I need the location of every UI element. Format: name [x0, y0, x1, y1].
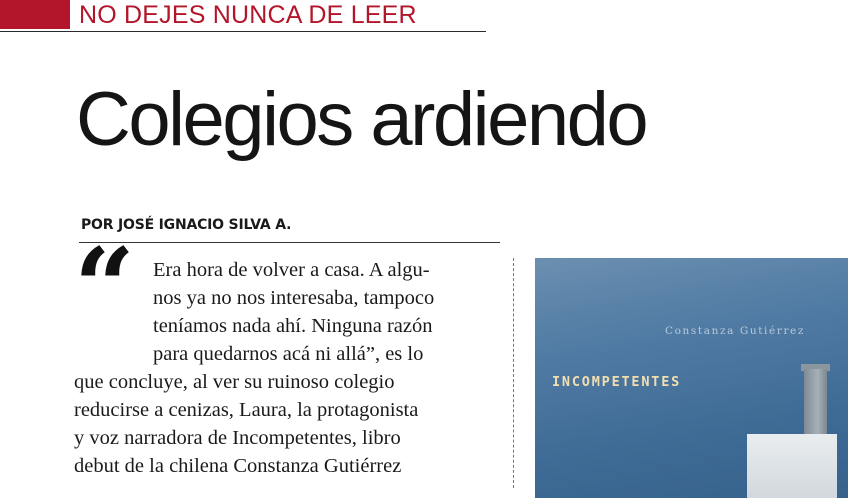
article-headline: Colegios ardiendo: [76, 77, 647, 162]
section-color-block: [0, 0, 70, 29]
body-line: reducirse a cenizas, Laura, la protagonista: [74, 399, 419, 421]
article-byline: POR JOSÉ IGNACIO SILVA A.: [81, 217, 292, 233]
body-line: para quedarnos acá ni allá”, es lo: [153, 343, 424, 365]
section-label: NO DEJES NUNCA DE LEER: [79, 1, 417, 29]
body-line: teníamos nada ahí. Ninguna razón: [153, 315, 433, 337]
body-line: nos ya no nos interesaba, tampoco: [153, 287, 435, 309]
column-divider: [513, 258, 514, 488]
section-header: [0, 0, 486, 32]
body-line: debut de la chilena Constanza Gutiérrez: [74, 455, 402, 477]
opening-quote-mark: “: [74, 224, 131, 349]
book-cover-image: [535, 258, 848, 498]
byline-divider: [79, 242, 500, 243]
body-line: y voz narradora de Incompetentes, libro: [74, 427, 401, 449]
cover-author: Constanza Gutiérrez: [665, 325, 806, 337]
cover-title: INCOMPETENTES: [552, 374, 682, 390]
body-line: que concluye, al ver su ruinoso colegio: [74, 371, 395, 393]
body-line: Era hora de volver a casa. A algu-: [153, 259, 430, 281]
cover-building-block: [747, 434, 837, 498]
